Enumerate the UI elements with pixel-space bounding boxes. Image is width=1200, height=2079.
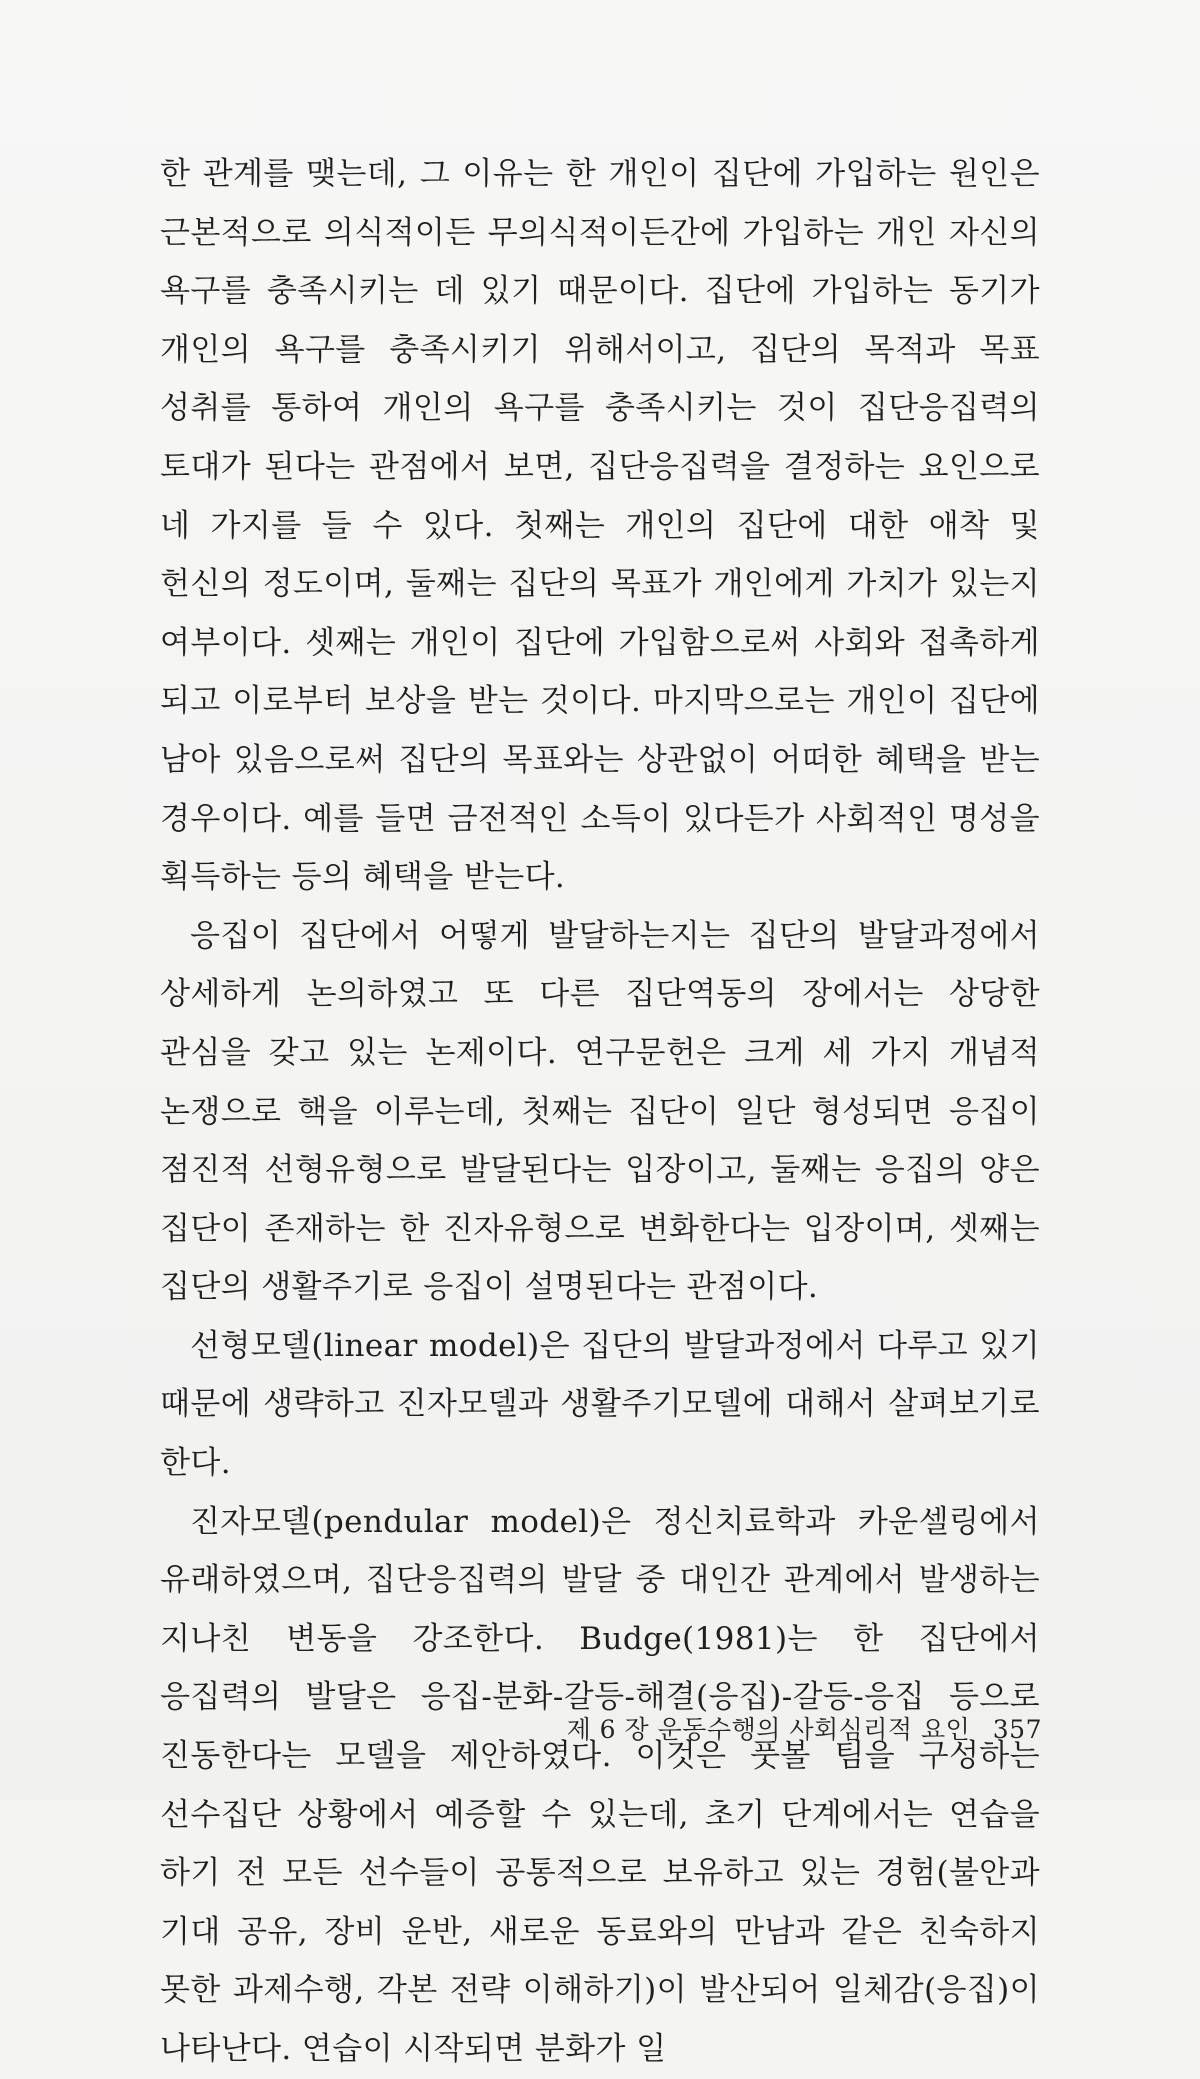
paragraph-cohesion-development: 응집이 집단에서 어떻게 발달하는지는 집단의 발달과정에서 상세하게 논의하였고 또 다른 집단역동의 장에서는 상당한 관심을 갖고 있는 논제이다. 연구문헌은 크게 세 가지 개념적 논쟁으로 핵을 이루는데, 첫째는 집단이 일단 형성되면 응집이 점진적 선형유형으로 발달된다는 입장이고, 둘째는 응집의 양은 집단이 존재하는 한 진자유형으로 변화한다는 입장이며, 셋째는 집단의 생활주기로 응집이 설명된다는 관점이다. bbox=[160, 917, 1040, 1306]
running-head: 제 6 장 운동수행의 사회심리적 요인 bbox=[566, 1715, 971, 1744]
paragraph-pendular-model: 진자모델(pendular model)은 정신치료학과 카운셀링에서 유래하였으며, 집단응집력의 발달 중 대인간 관계에서 발생하는 지나친 변동을 강조한다. Budge(1981)는 한 집단에서 응집력의 발달은 응집-분화-갈등-해결(응집)-갈등-응집 등으로 진동한다는 모델을 제안하였다. 이것은 풋볼 팀을 구성하는 선수집단 상황에서 예증할 수 있는데, 초기 단계에서는 연습을 하기 전 모든 선수들이 공통적으로 보유하고 있는 경험(불안과 기대 공유, 장비 운반, 새로운 동료와의 만남과 같은 친숙하지 못한 과제수행, 각본 전략 이해하기)이 발산되어 일체감(응집)이 나타난다. 연습이 시작되면 분화가 일 bbox=[160, 1503, 1040, 2067]
page-footer bbox=[548, 1715, 1042, 1745]
body-text bbox=[160, 145, 1040, 2079]
page-number: 357 bbox=[992, 1715, 1042, 1744]
paragraph-linear-model: 선형모델(linear model)은 집단의 발달과정에서 다루고 있기 때문에 생략하고 진자모델과 생활주기모델에 대해서 살펴보기로 한다. bbox=[160, 1327, 1040, 1482]
paragraph-group-cohesion-factors: 한 관계를 맺는데, 그 이유는 한 개인이 집단에 가입하는 원인은 근본적으로 의식적이든 무의식적이든간에 가입하는 개인 자신의 욕구를 충족시키는 데 있기 때문이다. 집단에 가입하는 동기가 개인의 욕구를 충족시키기 위해서이고, 집단의 목적과 목표 성취를 통하여 개인의 욕구를 충족시키는 것이 집단응집력의 토대가 된다는 관점에서 보면, 집단응집력을 결정하는 요인으로 네 가지를 들 수 있다. 첫째는 개인의 집단에 대한 애착 및 헌신의 정도이며, 둘째는 집단의 목표가 개인에게 가치가 있는지 여부이다. 셋째는 개인이 집단에 가입함으로써 사회와 접촉하게 되고 이로부터 보상을 받는 것이다. 마지막으로는 개인이 집단에 남아 있음으로써 집단의 목표와는 상관없이 어떠한 혜택을 받는 경우이다. 예를 들면 금전적인 소득이 있다든가 사회적인 명성을 획득하는 등의 혜택을 받는다. bbox=[160, 156, 1040, 896]
